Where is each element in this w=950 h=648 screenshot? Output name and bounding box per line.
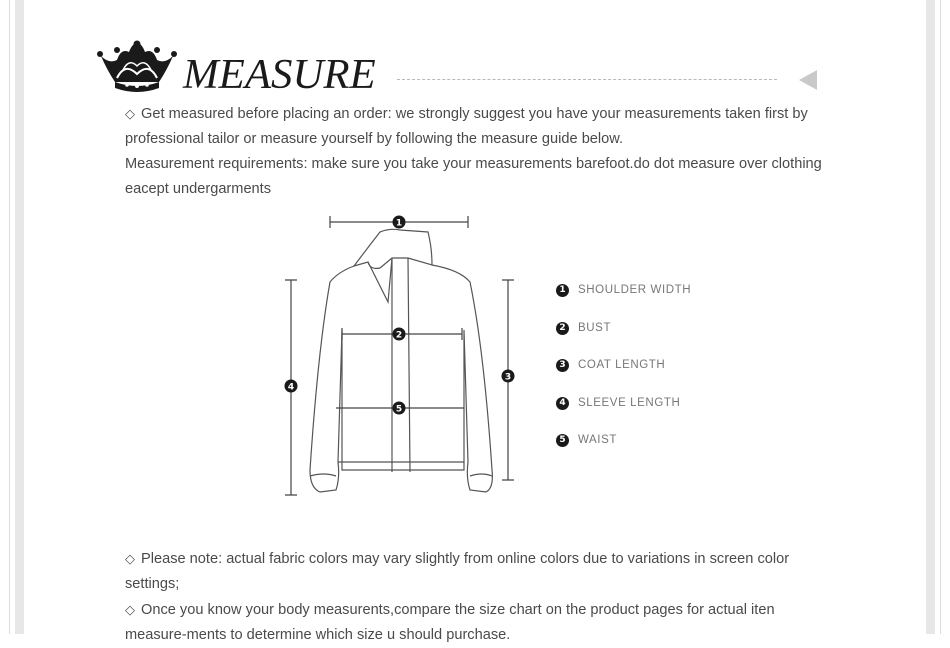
intro-paragraph-2: Measurement requirements: make sure you take your measurements barefoot.do dot measure over clothing eacept undergarments: [125, 156, 822, 197]
frame-border-left: [9, 0, 10, 634]
legend-number: 5: [556, 434, 569, 447]
note-paragraph-1: ◇ Please note: actual fabric colors may vary slightly from online colors due to variations in screen color settings;: [125, 551, 790, 592]
diamond-icon: ◇: [125, 106, 135, 121]
diamond-icon: ◇: [125, 551, 135, 566]
legend-item-sleeve-length: [556, 397, 756, 435]
legend-number: 3: [556, 359, 569, 372]
frame-band-left: [15, 0, 24, 634]
marker-4-label: 4: [287, 382, 295, 393]
header-divider: [397, 79, 777, 80]
legend-item-shoulder-width: [556, 284, 756, 322]
jacket-body: [310, 265, 492, 492]
marker-1-label: 1: [395, 218, 403, 229]
marker-2-label: 2: [395, 330, 403, 341]
legend-item-waist: [556, 434, 756, 472]
intro-text: [125, 101, 840, 202]
jacket-diagram: [280, 210, 520, 505]
frame-border-right: [940, 0, 941, 634]
legend-number: 1: [556, 284, 569, 297]
legend-label: WAIST: [578, 434, 617, 447]
legend-label: SHOULDER WIDTH: [578, 284, 692, 296]
diamond-icon: ◇: [125, 602, 135, 617]
page-title: MEASURE: [183, 52, 376, 98]
intro-paragraph-1: ◇ Get measured before placing an order: we strongly suggest you have your measurements taken first by professional tailor or measure yourself by following the measure guide below.: [125, 106, 808, 147]
legend-item-coat-length: [556, 359, 756, 397]
section-header: [95, 40, 825, 100]
triangle-left-icon: [799, 70, 817, 90]
measurement-legend: [556, 284, 756, 472]
legend-number: 4: [556, 397, 569, 410]
legend-item-bust: [556, 322, 756, 360]
legend-label: COAT LENGTH: [578, 359, 666, 372]
frame-band-right: [926, 0, 935, 634]
legend-label: BUST: [578, 321, 612, 334]
legend-label: SLEEVE LENGTH: [578, 396, 681, 409]
marker-3-label: 3: [504, 372, 512, 383]
marker-5-label: 5: [395, 404, 403, 415]
crown-icon: [95, 40, 179, 96]
figure-markers: [285, 216, 515, 415]
note-paragraph-2: ◇ Once you know your body measurents,compare the size chart on the product pages for actual iten measure-ments to determine which size u should purchase.: [125, 602, 775, 643]
jacket-collar: [354, 229, 432, 268]
notes-text: [125, 546, 840, 648]
legend-number: 2: [556, 322, 569, 335]
